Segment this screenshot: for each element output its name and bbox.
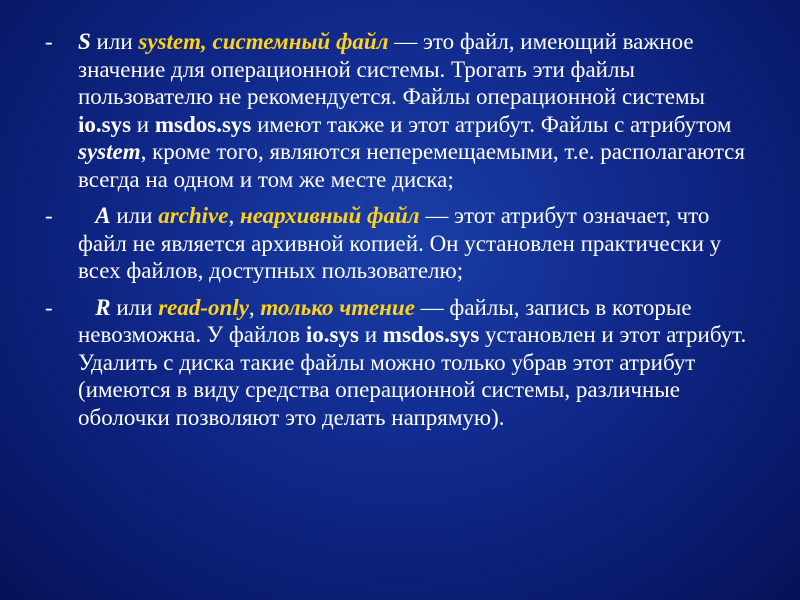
attribute-name-inline: system bbox=[78, 139, 141, 164]
text: — это файл, имеющий важное значение для операционной системы. Трогать эти файлы пользователю не рекомендуется. Файлы операционной системы bbox=[78, 29, 705, 109]
text: , bbox=[228, 203, 240, 228]
attribute-name: system, системный файл bbox=[138, 29, 389, 54]
text: или bbox=[110, 203, 159, 228]
text: или bbox=[90, 29, 139, 54]
attribute-name: только чтение bbox=[260, 294, 415, 320]
attribute-letter: R bbox=[95, 294, 111, 320]
bullet-archive-attribute bbox=[0, 202, 760, 285]
text: имеют также и этот атрибут. Файлы с атрибутом bbox=[251, 111, 732, 137]
file-name: msdos.sys bbox=[154, 111, 252, 137]
bullet-dash: - bbox=[45, 203, 53, 228]
attribute-name: неархивный файл bbox=[239, 203, 420, 228]
bullet-list bbox=[0, 28, 760, 440]
file-name: msdos.sys bbox=[382, 322, 480, 347]
text: , bbox=[248, 294, 261, 320]
text: — файлы, запись в которые невозможна. У файлов bbox=[78, 294, 692, 347]
text: и bbox=[131, 111, 155, 137]
file-name: io.sys bbox=[305, 322, 359, 347]
bullet-dash: - bbox=[45, 29, 53, 54]
bullet-readonly-attribute bbox=[0, 294, 760, 432]
text: , кроме того, являются неперемещаемыми, т.е. располагаются всегда на одном и том же месте диска; bbox=[78, 139, 745, 192]
attribute-name: archive bbox=[158, 203, 229, 228]
bullet-system-attribute bbox=[0, 28, 760, 193]
text: или bbox=[110, 294, 159, 320]
attribute-letter: S bbox=[78, 29, 91, 54]
attribute-name: read-only bbox=[158, 294, 249, 320]
bullet-dash: - bbox=[45, 294, 53, 320]
text: — этот атрибут означает, что файл не является архивной копией. Он установлен практически у всех файлов, доступных пользователю; bbox=[78, 203, 722, 283]
attribute-letter: A bbox=[95, 203, 111, 228]
text: установлен и этот атрибут. Удалить с диска такие файлы можно только убрав этот атрибут (имеются в виду средства операционной системы, различные оболочки позволяют это делать напрямую). bbox=[78, 322, 747, 430]
file-name: io.sys bbox=[78, 111, 132, 137]
text: и bbox=[358, 322, 383, 347]
